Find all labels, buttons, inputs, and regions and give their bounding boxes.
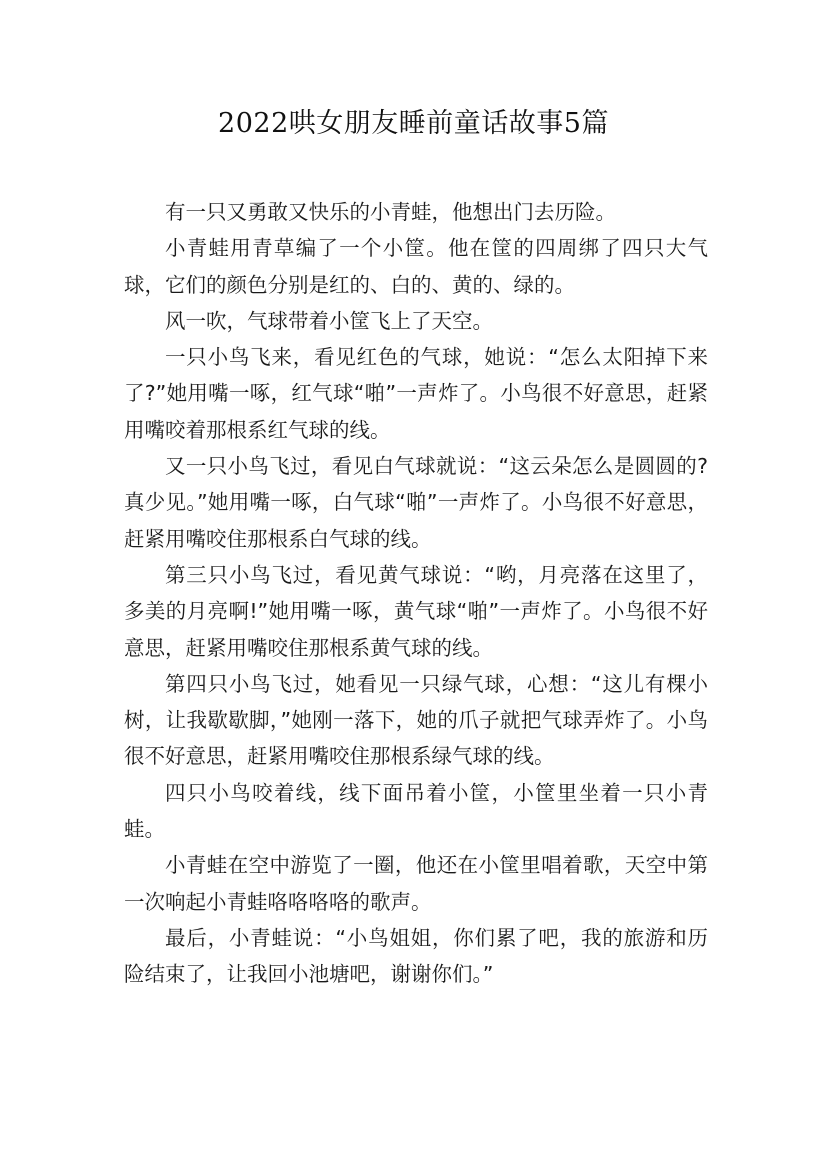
paragraph: 第四只小鸟飞过，她看见一只绿气球，心想：“这儿有棵小树，让我歇歇脚，”她刚一落下，她的爪子就把气球弄炸了。小鸟很不好意思，赶紧用嘴咬住那根系绿气球的线。 xyxy=(124,671,708,769)
document-body xyxy=(124,194,708,993)
paragraph: 小青蛙在空中游览了一圈，他还在小筐里唱着歌，天空中第一次响起小青蛙咯咯咯咯的歌声。 xyxy=(124,853,708,914)
paragraph: 一只小鸟飞来，看见红色的气球，她说：“怎么太阳掉下来了?”她用嘴一啄，红气球“啪”一声炸了。小鸟很不好意思，赶紧用嘴咬着那根系红气球的线。 xyxy=(124,345,708,442)
paragraph: 最后，小青蛙说：“小鸟姐姐，你们累了吧，我的旅游和历险结束了，让我回小池塘吧，谢谢你们。” xyxy=(124,925,708,987)
paragraph: 四只小鸟咬着线，线下面吊着小筐，小筐里坐着一只小青蛙。 xyxy=(124,780,708,842)
paragraph: 风一吹，气球带着小筐飞上了天空。 xyxy=(165,308,493,333)
paragraph: 有一只又勇敢又快乐的小青蛙，他想出门去历险。 xyxy=(165,200,616,224)
paragraph: 小青蛙用青草编了一个小筐。他在筐的四周绑了四只大气球，它们的颜色分别是红的、白的、黄的、绿的。 xyxy=(124,236,708,297)
paragraph: 第三只小鸟飞过，看见黄气球说：“哟，月亮落在这里了，多美的月亮啊!”她用嘴一啄，黄气球“啪”一声炸了。小鸟很不好意思，赶紧用嘴咬住那根系黄气球的线。 xyxy=(124,562,708,660)
document-title: 2022哄女朋友睡前童话故事5篇 xyxy=(218,108,609,139)
paragraph: 又一只小鸟飞过，看见白气球就说：“这云朵怎么是圆圆的?真少见。”她用嘴一啄，白气球“啪”一声炸了。小鸟很不好意思，赶紧用嘴咬住那根系白气球的线。 xyxy=(124,454,708,551)
